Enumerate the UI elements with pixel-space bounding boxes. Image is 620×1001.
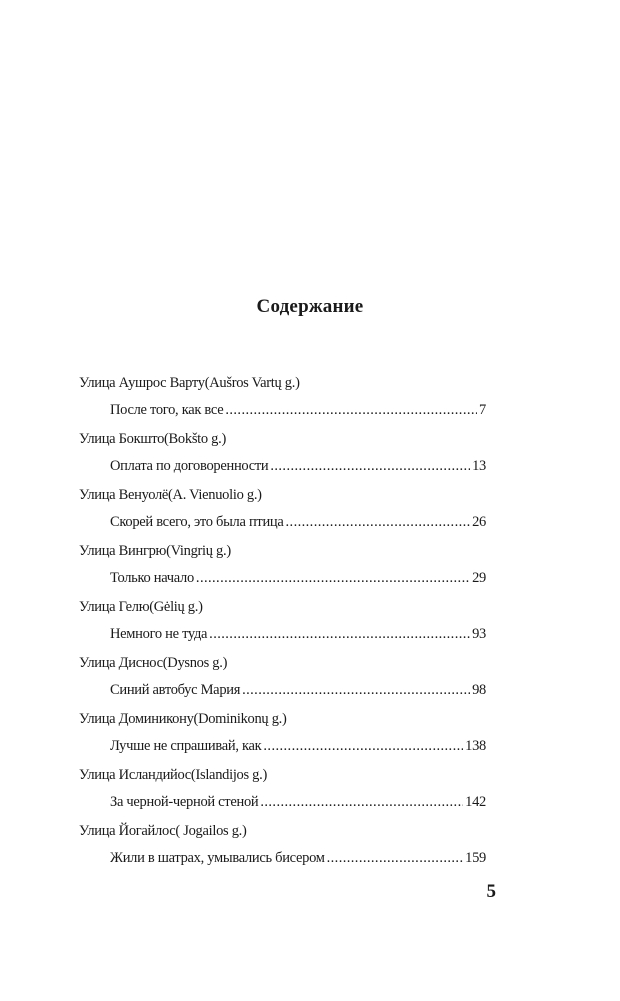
street-heading: Улица Гелю(Gėlių g.) <box>79 599 203 615</box>
dot-leader <box>260 793 463 811</box>
street-heading: Улица Вингрю(Vingrių g.) <box>79 543 231 559</box>
toc-entry <box>79 430 486 486</box>
toc-entry <box>79 542 486 598</box>
chapter-title: Синий автобус Мария <box>110 682 241 698</box>
chapter-page-number: 29 <box>472 570 486 586</box>
chapter-title: Немного не туда <box>110 626 208 642</box>
chapter-page-number: 142 <box>465 794 486 810</box>
chapter-page-number: 7 <box>479 402 486 418</box>
chapter-line[interactable] <box>110 625 486 643</box>
street-heading: Улица Диснос(Dysnos g.) <box>79 655 228 671</box>
dot-leader <box>327 849 464 867</box>
chapter-line[interactable] <box>110 513 486 531</box>
dot-leader <box>225 401 477 419</box>
dot-leader <box>286 513 471 531</box>
dot-leader <box>270 457 470 475</box>
dot-leader <box>242 681 470 699</box>
table-of-contents <box>79 374 486 878</box>
street-heading: Улица Йогайлос( Jogailos g.) <box>79 823 247 839</box>
dot-leader <box>209 625 470 643</box>
street-heading: Улица Венуолё(A. Vienuolio g.) <box>79 487 262 503</box>
chapter-page-number: 93 <box>472 626 486 642</box>
toc-entry <box>79 822 486 878</box>
chapter-title: За черной-черной стеной <box>110 794 259 810</box>
chapter-page-number: 138 <box>465 738 486 754</box>
chapter-page-number: 26 <box>472 514 486 530</box>
chapter-line[interactable] <box>110 849 486 867</box>
chapter-page-number: 13 <box>472 458 486 474</box>
chapter-page-number: 98 <box>472 682 486 698</box>
page-title: Содержание <box>256 296 364 317</box>
chapter-page-number: 159 <box>465 850 486 866</box>
chapter-line[interactable] <box>110 569 486 587</box>
chapter-title: Скорей всего, это была птица <box>110 514 284 530</box>
toc-entry <box>79 710 486 766</box>
chapter-title: Лучше не спрашивай, как <box>110 738 262 754</box>
street-heading: Улица Исландийос(Islandijos g.) <box>79 767 267 783</box>
chapter-line[interactable] <box>110 681 486 699</box>
chapter-title: Только начало <box>110 570 194 586</box>
chapter-line[interactable] <box>110 793 486 811</box>
chapter-line[interactable] <box>110 737 486 755</box>
chapter-title: Оплата по договоренности <box>110 458 269 474</box>
toc-entry <box>79 654 486 710</box>
dot-leader <box>263 737 463 755</box>
toc-entry <box>79 598 486 654</box>
folio-page-number: 5 <box>486 881 496 902</box>
dot-leader <box>196 569 470 587</box>
chapter-line[interactable] <box>110 401 486 419</box>
toc-entry <box>79 486 486 542</box>
street-heading: Улица Доминикону(Dominikonų g.) <box>79 711 287 727</box>
chapter-title: Жили в шатрах, умывались бисером <box>110 850 325 866</box>
street-heading: Улица Бокшто(Bokšto g.) <box>79 431 226 447</box>
toc-entry <box>79 766 486 822</box>
chapter-line[interactable] <box>110 457 486 475</box>
street-heading: Улица Аушрос Варту(Aušros Vartų g.) <box>79 375 300 391</box>
toc-entry <box>79 374 486 430</box>
chapter-title: После того, как все <box>110 402 224 418</box>
